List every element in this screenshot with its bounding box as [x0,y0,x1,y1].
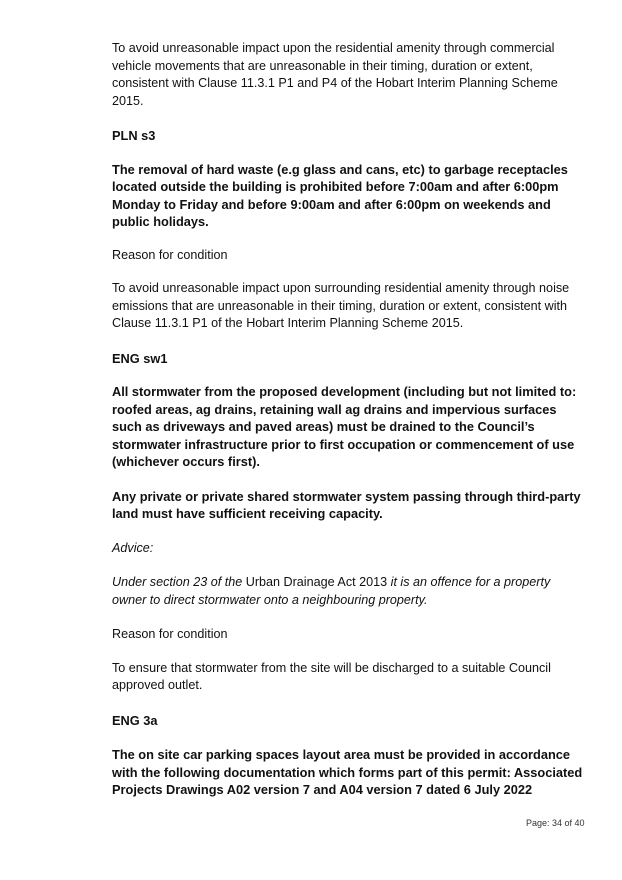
document-page [112,40,584,799]
condition-heading-eng-sw1: ENG sw1 [112,350,168,366]
reason-label: Reason for condition [112,247,228,262]
condition-text-eng-3a: The on site car parking spaces layout area must be provided in accordance with the following documentation which forms part of this permit: Associated Projects Drawings A02 version 7 and A04 version 7 dated 6 July 2022 [112,747,583,797]
act-name: Urban Drainage Act 2013 [245,575,388,589]
reason-paragraph-eng-sw1: To ensure that stormwater from the site will be discharged to a suitable Council approved outlet. [112,660,551,692]
condition-text-pln-s3: The removal of hard waste (e.g glass and cans, etc) to garbage receptacles located outside the building is prohibited before 7:00am and after 6:00pm Monday to Friday and before 9:00am and after 6:00pm on weekends and public holidays. [112,161,568,229]
advice-text-start: Under section 23 of the [112,575,246,589]
condition-text-eng-sw1: All stormwater from the proposed development (including but not limited to: roofed areas, ag drains, retaining wall ag drains and impervious surfaces such as driveways and paved areas) must be drained to the Council’s stormwater infrastructure prior to first occupation or commencement of use (whichever occurs first). [112,384,577,469]
advice-paragraph [112,574,584,609]
reason-paragraph-amenity: To avoid unreasonable impact upon the residential amenity through commercial vehicle movements that are unreasonable in their timing, duration or extent, consistent with Clause 11.3.1 P1 and P4 of the Hobart Interim Planning Scheme 2015. [112,41,558,108]
reason-label: Reason for condition [112,627,228,641]
condition-text-eng-sw1-capacity: Any private or private shared stormwater system passing through third-party land must have sufficient receiving capacity. [112,488,581,521]
condition-heading-eng-3a: ENG 3a [112,712,158,728]
page-number: Page: 34 of 40 [526,818,585,828]
reason-paragraph-pln-s3: To avoid unreasonable impact upon surrounding residential amenity through noise emissions that are unreasonable in their timing, duration or extent, consistent with Clause 11.3.1 P1 of the Hobart Interim Planning Scheme 2015. [112,281,570,330]
advice-label: Advice: [112,540,154,555]
condition-heading-pln-s3: PLN s3 [112,128,156,143]
advice-text-end: it is an offence for a property owner to direct stormwater onto a neighbouring property. [112,575,551,607]
